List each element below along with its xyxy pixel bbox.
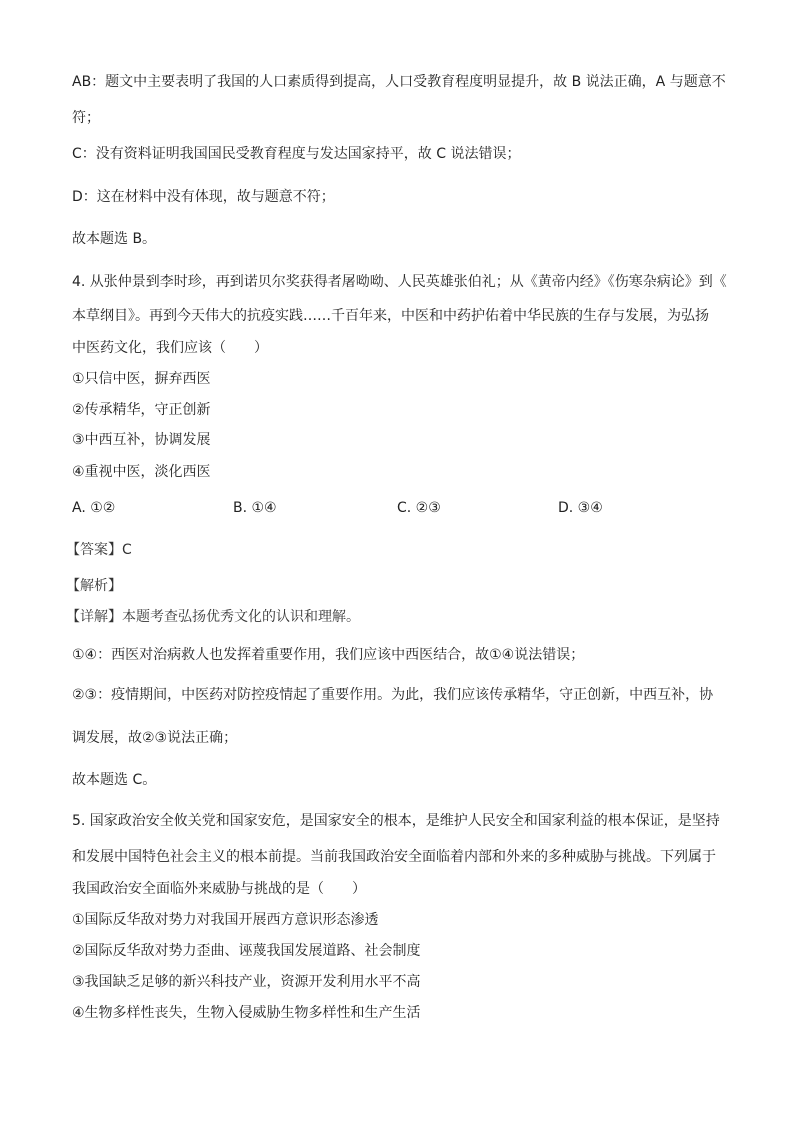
q5-stem-line3: 我国政治安全面临外来威胁与挑战的是（ ） <box>72 881 366 897</box>
q4-option-b: B. ①④ <box>233 500 277 516</box>
q5-item-3: ③我国缺乏足够的新兴科技产业，资源开发利用水平不高 <box>72 974 421 990</box>
q4-detail: 【详解】本题考查弘扬优秀文化的认识和理解。 <box>66 609 360 625</box>
q5-item-2: ②国际反华敌对势力歪曲、诬蔑我国发展道路、社会制度 <box>72 943 421 959</box>
q3-ab-explanation-line2: 符； <box>72 110 100 126</box>
q4-explanation-1: ①④：西医对治病救人也发挥着重要作用，我们应该中西医结合，故①④说法错误； <box>72 647 585 663</box>
q5-stem-line2: 和发展中国特色社会主义的根本前提。当前我国政治安全面临着内部和外来的多种威胁与挑战。下列属于 <box>72 849 716 865</box>
q4-item-4: ④重视中医，淡化西医 <box>72 464 211 480</box>
q3-conclusion: 故本题选 B。 <box>72 231 157 247</box>
q4-explanation-2-line2: 调发展，故②③说法正确； <box>72 730 238 746</box>
q4-option-a: A. ①② <box>72 500 116 516</box>
q5-item-4: ④生物多样性丧失，生物入侵威胁生物多样性和生产生活 <box>72 1005 421 1021</box>
q4-item-3: ③中西互补，协调发展 <box>72 432 211 448</box>
q5-stem-line1: 5. 国家政治安全攸关党和国家安危，是国家安全的根本，是维护人民安全和国家利益的根本保证，是坚持 <box>72 813 720 829</box>
q3-d-explanation: D：这在材料中没有体现，故与题意不符； <box>72 189 335 205</box>
q4-stem-line1: 4. 从张仲景到李时珍，再到诺贝尔奖获得者屠呦呦、人民英雄张伯礼；从《黄帝内经》《伤寒杂病论》到《 <box>72 274 727 290</box>
q4-stem-line3: 中医药文化，我们应该（ ） <box>72 340 268 356</box>
q4-conclusion: 故本题选 C。 <box>72 772 157 788</box>
q4-item-2: ②传承精华，守正创新 <box>72 402 211 418</box>
q4-explanation-2-line1: ②③：疫情期间，中医药对防控疫情起了重要作用。为此，我们应该传承精华，守正创新，中西互补，协 <box>72 687 714 703</box>
q4-option-c: C. ②③ <box>397 500 441 516</box>
q5-item-1: ①国际反华敌对势力对我国开展西方意识形态渗透 <box>72 912 379 928</box>
q4-answer: 【答案】C <box>66 542 132 558</box>
q3-c-explanation: C：没有资料证明我国国民受教育程度与发达国家持平，故 C 说法错误； <box>72 146 521 162</box>
q3-ab-explanation-line1: AB：题文中主要表明了我国的人口素质得到提高，人口受教育程度明显提升，故 B 说法正确，A 与题意不 <box>72 74 726 90</box>
q4-item-1: ①只信中医，摒弃西医 <box>72 371 211 387</box>
q4-option-d: D. ③④ <box>558 500 603 516</box>
q4-analysis-label: 【解析】 <box>66 578 122 594</box>
q4-stem-line2: 本草纲目》。再到今天伟大的抗疫实践……千百年来，中医和中药护佑着中华民族的生存与发展，为弘扬 <box>72 308 709 324</box>
